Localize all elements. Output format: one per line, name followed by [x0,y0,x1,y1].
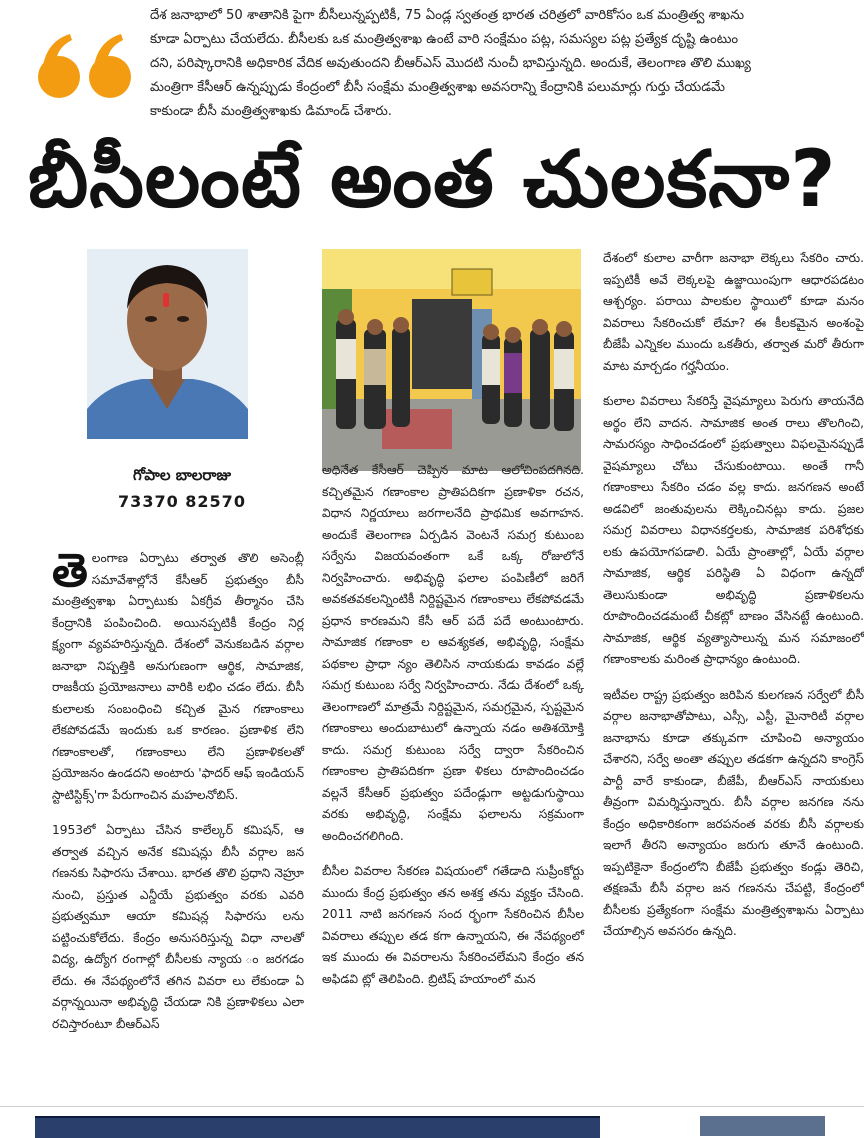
quote-mark-icon [36,30,136,100]
author-phone: 73370 82570 [118,492,246,511]
column-paragraph: కులాల వివరాలు సేకరిస్తే వైషమ్యాలు పెరుగు తాయనేది అర్థం లేని వాదన. సామాజిక అంత రాలు తొలగించి, సామరస్యం సాధించడంలో ప్రభుత్వాలు విఫలమైనప్పుడే వైషమ్యాలు చోటు చేసుకుంటాయి. అంతే గానీ గణాంకాలు సేకరిం చడం వల్ల కాదు. జనగణన అంటే అడవిలో జంతువులను లెక్కించినట్లు కాదు. ప్రజల సమగ్ర వివరాలు విధానకర్తలకు, సామాజిక పరిశోధకు లకు ఉపయోగపడాలి. ఏయే ప్రాంతాల్లో, ఏయే వర్గాల సామాజిక, ఆర్థిక పరిస్థితి ఏ విధంగా ఉన్నదో తెలుసుకుండా అభివృద్ధి ప్రణాళికలను రూపొందించడమంటే చీకట్లో బాణం వేసినట్టే ఉంటుంది. సామాజిక, ఆర్థిక వ్యత్యాసాలున్న మన సమాజంలో గణాంకాలకు మరింత ప్రాధాన్యం ఉంటుంది. [603,394,864,666]
intro-line: దేశ జనాభాలో 50 శాతానికి పైగా బీసీలున్నప్పటికీ, 75 ఏండ్ల స్వతంత్ర భారత చరిత్రలో వారికోసం ఒక మంత్రిత్వ శాఖను [150,8,745,23]
column-paragraph: ఇటీవల రాష్ట్ర ప్రభుత్వం జరిపిన కులగణన సర్వేలో బీసీ వర్గాల జనాభాతోపాటు, ఎస్సీ, ఎస్టీ, మైనారిటీ వర్గాల జనాభాను కూడా తక్కువగా చూపించి అన్యాయం చేశారని, సర్వే అంతా తప్పుల తడకగా ఉన్నదని కాంగ్రెస్ పార్టీ వారే కాకుండా, బీజేపీ, బీఆర్ఎస్ నాయకులు తీవ్రంగా విమర్శిస్తున్నారు. బీసీ వర్గాల జనగణ నను కేంద్రం అధికారికంగా జరపనంత వరకు బీసీ వర్గాలకు ఇలాగే తీరని అన్యాయం జరుగు తూనే ఉంటుంది. ఇప్పటికైనా కేంద్రంలోని బీజేపీ ప్రభుత్వం కండ్లు తెరిచి, తక్షణమే బీసీ వర్గాల జన గణనను చేపట్టి, కేంద్రంలో బీసీలకు ప్రత్యేకంగా సంక్షేమ మంత్రిత్వశాఖను ఏర్పాటు చేయాల్సిన అవసరం ఉన్నది. [603,687,864,938]
intro-line: దని, పరిష్కారానికి అధికారిక వేదిక అవుతుందని బీఆర్ఎస్ మొదటి నుంచీ భావిస్తున్నది. అందుకే, తెలంగాణ తొలి ముఖ్య [150,56,751,71]
intro-line: కాకుండా బీసీ మంత్రిత్వశాఖకు డిమాండ్ చేశారు. [150,104,392,119]
drop-cap: తె [52,543,88,597]
column-paragraph: దేశంలో కులాల వారీగా జనాభా లెక్కలు సేకరిం చారు. ఇప్పటికీ అవే లెక్కలపై ఉజ్జాయింపుగా ఆధారపడటం ఆశ్చర్యం. పరాయి పాలకుల స్థాయిలో కూడా మనం వివరాలు సేకరించుకో లేమా? ఈ కీలకమైన అంశంపై బీజేపీ ఎన్నికల ముందు ఒకతీరు, తర్వాత మరో తీరుగా మాట మార్చడం గర్హనీయం. [603,251,864,373]
author-photo [87,249,248,439]
survey-team-image [322,249,581,471]
news-photo [322,249,581,471]
column-paragraph: 1953లో ఏర్పాటు చేసిన కాలేల్కర్ కమిషన్, ఆ తర్వాత వచ్చిన అనేక కమిషన్లు బీసీ వర్గాల జన గణనకు సిఫారసు చేశాయి. భారత తొలి ప్రధాని నెహ్రూ నుంచి, ప్రస్తుత ఎన్డీయే ప్రభుత్వం వరకు ఎవరి ప్రభుత్వమూ ఆయా కమిషన్ల సిఫారసు లను పట్టించుకోలేదు. కేంద్రం అనుసరిస్తున్న విధా నాలతో విద్య, ఉద్యోగ రంగాల్లో బీసీలకు న్యాయ ం జరగడం లేదు. ఈ నేపథ్యంలోనే తగిన వివరా లు లేకుండా ఏ వర్గాన్నయినా అభివృద్ధి చేయడా నికి ప్రణాళికలు ఎలా రచిస్తారంటూ బీఆర్ఎస్ [52,823,304,1031]
next-article-photo [700,1116,825,1136]
article-column-3 [603,248,864,957]
column-paragraph [52,543,305,806]
intro-line: కూడా ఏర్పాటు చేయలేదు. బీసీలకు ఒక మంత్రిత్వశాఖ ఉంటే వారి సంక్షేమం పట్ల, సమస్యల పట్ల ప్రత్యేక దృష్టి ఉంటుం [150,32,739,47]
section-divider [0,1106,864,1107]
intro-paragraph [150,4,860,124]
intro-line: మంత్రిగా కేసీఆర్ ఉన్నప్పుడు కేంద్రంలో బీసీ సంక్షేమ మంత్రిత్వశాఖ అవసరాన్ని కేంద్రానికి పలుమార్లు గుర్తు చేయడమే [150,80,725,95]
article-column-2 [322,460,584,1004]
article-column-1 [52,543,305,1049]
column-paragraph: అధినేత కేసీఆర్ చెప్పిన మాట ఆలోచింపదగినది. కచ్చితమైన గణాంకాల ప్రాతిపదికగా ప్రణాళికా రచన, విధాన నిర్ణయాలు జరగాలనేది ప్రాథమిక అవగాహన. అందుకే తెలంగాణ ఏర్పడిన వెంటనే సమగ్ర కుటుంబ సర్వేను విజయవంతంగా ఒకే ఒక్క రోజులోనే నిర్వహించారు. అభివృద్ధి ఫలాల పంపిణీలో జరిగే అవకతవకలన్నింటికీ నిర్దిష్టమైన గణాంకాలు లేకపోవడమే ప్రధాన కారణమని కేసీ ఆర్ పదే పదే అంటుంటారు. సామాజిక గణాంకా ల ఆవశ్యకత, అభివృద్ధి, సంక్షేమ పథకాల ప్రాధా న్యం తెలిసిన నాయకుడు కావడం వల్లే సమగ్ర కుటుంబ సర్వే నిర్వహించారు. నేడు దేశంలో ఒక్క తెలంగాణలో మాత్రమే నిర్దిష్టమైన, సమగ్రమైన, స్పష్టమైన గణాంకాలు అందుబాటులో ఉన్నాయ నడం అతిశయోక్తి కాదు. సమగ్ర కుటుంబ సర్వే ద్వారా సేకరించిన గణాంకాల ప్రాతిపదికగా ప్రణా ళికలు రూపొందించడం వల్లనే కేసీఆర్ ప్రభుత్వం పదేండ్లుగా అట్టడుగుస్థాయి వరకు అభివృద్ధి, సంక్షేమ ఫలాలను సక్రమంగా అందించగలిగింది. [322,463,584,843]
next-article-banner [35,1116,600,1138]
author-name: గోపాల బాలరాజు [133,466,231,484]
article-headline: బీసీలంటే అంత చులకనా? [28,135,837,225]
author-portrait-image [87,249,248,439]
paragraph-text: లంగాణ ఏర్పాటు తర్వాత తొలి అసెంబ్లీ సమావేశాల్లోనే కేసీఆర్ ప్రభుత్వం బీసీ మంత్రిత్వశాఖ ఏర్పాటుకు ఏకగ్రీవ తీర్మానం చేసి కేంద్రానికి పంపించింది. అయినప్పటికీ కేంద్రం నిర్ల క్ష్యంగా వ్యవహరిస్తున్నది. దేశంలో వెనుకబడిన వర్గాల జనాభా నిష్పత్తికి అనుగుణంగా ఆర్థిక, సామాజిక, రాజకీయ ప్రయోజనాలు వారికి లభిం చడం లేదు. బీసీ కులాలకు సంబంధించి కచ్చిత మైన గణాంకాలు లేకపోవడమే ఇందుకు ఒక కారణం. ప్రణాళిక లేని గణాంకాలతో, గణాంకాలు లేని ప్రణాళికలతో ప్రయోజనం ఉండదని అంటారు 'ఫాదర్ ఆఫ్ ఇండియన్ స్టాటిస్టిక్స్'గా పేరుగాంచిన మహలనోబిస్. [52,551,305,802]
column-paragraph: బీసీల వివరాల సేకరణ విషయంలో గతేడాది సుప్రీంకోర్టు ముందు కేంద్ర ప్రభుత్వం తన అశక్త తను వ్యక్తం చేసింది. 2011 నాటి జనగణన సంద ర్భంగా సేకరించిన బీసీల వివరాలు తప్పుల తడ కగా ఉన్నాయని, ఈ నేపథ్యంలో ఇక ముందు ఈ వివరాలను సేకరించలేమని కేంద్రం తన అఫిడవి ట్లో తెలిపింది. బ్రిటిష్ హయాంలో మన [322,864,584,986]
